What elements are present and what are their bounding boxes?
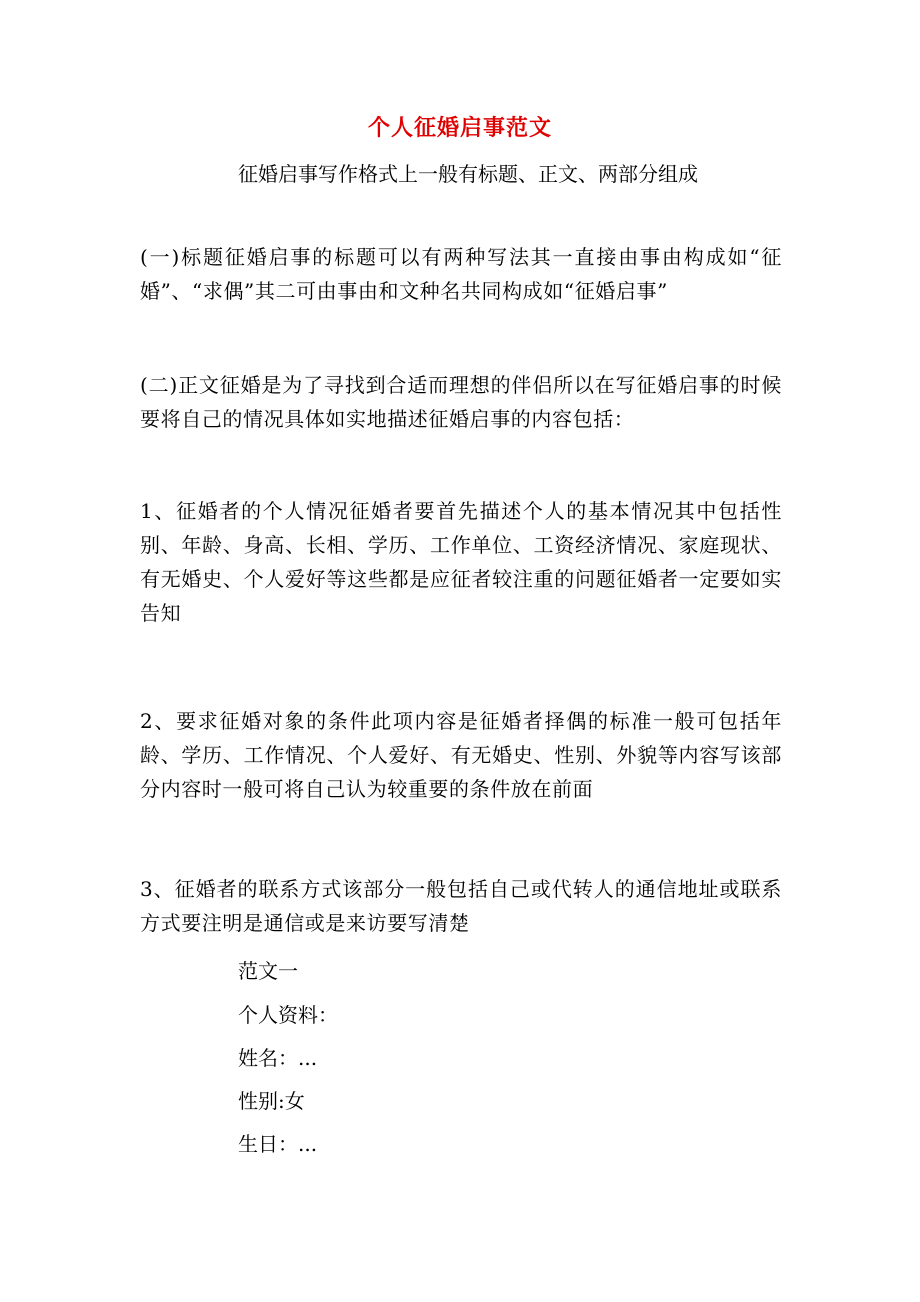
sample-field-birthday: 生日：... [238, 1132, 318, 1156]
document-subtitle: 征婚启事写作格式上一般有标题、正文、两部分组成 [238, 162, 698, 186]
paragraph-partner-requirements: 2、要求征婚对象的条件此项内容是征婚者择偶的标准一般可包括年龄、学历、工作情况、个人爱好、有无婚史、性别、外貌等内容写该部分内容时一般可将自己认为较重要的条件放在前面 [140, 709, 782, 801]
sample-heading: 范文一 [238, 959, 298, 983]
sample-section-label: 个人资料： [238, 1003, 338, 1027]
paragraph-body-section: (二)正文征婚是为了寻找到合适而理想的伴侣所以在写征婚启事的时候要将自己的情况具体如实地描述征婚启事的内容包括： [140, 373, 782, 431]
paragraph-contact-info: 3、征婚者的联系方式该部分一般包括自己或代转人的通信地址或联系方式要注明是通信或是来访要写清楚 [140, 877, 782, 935]
paragraph-title-section: (一)标题征婚启事的标题可以有两种写法其一直接由事由构成如“征婚”、“求偶”其二可由事由和文种名共同构成如“征婚启事” [140, 245, 782, 303]
sample-field-name: 姓名：... [238, 1046, 318, 1070]
sample-field-gender: 性别:女 [238, 1089, 305, 1113]
document-title: 个人征婚启事范文 [367, 115, 552, 141]
paragraph-personal-info: 1、征婚者的个人情况征婚者要首先描述个人的基本情况其中包括性别、年龄、身高、长相、学历、工作单位、工资经济情况、家庭现状、有无婚史、个人爱好等这些都是应征者较注重的问题征婚者一定要如实告知 [140, 499, 782, 625]
